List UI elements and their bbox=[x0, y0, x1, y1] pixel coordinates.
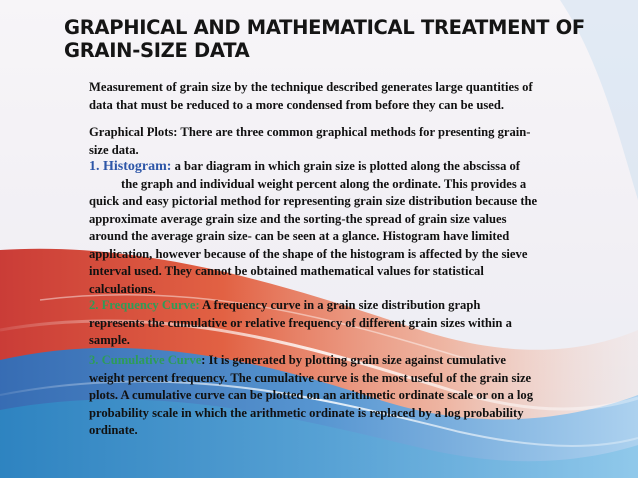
frequency-text-1: A frequency curve in a grain size distribution graph bbox=[199, 298, 481, 312]
frequency-curve-section bbox=[89, 297, 512, 350]
intro-paragraph bbox=[89, 79, 533, 114]
histogram-heading: 1. Histogram: bbox=[89, 159, 172, 174]
frequency-heading: 2. Frequency Curve: bbox=[89, 298, 200, 312]
intro-line-2: data that must be reduced to a more condensed from before they can be used. bbox=[89, 97, 504, 112]
title-line-2: GRAIN-SIZE DATA bbox=[64, 39, 250, 62]
histogram-line-3: quick and easy pictorial method for representing grain size distribution because the bbox=[89, 194, 538, 208]
graphical-plots-paragraph bbox=[89, 124, 530, 159]
histogram-line-6: application, however because of the shape of the histogram is affected by the sieve bbox=[89, 246, 528, 261]
cumulative-line-4: probability scale in which the arithmetic ordinate is replaced by a log probability bbox=[89, 405, 524, 420]
cumulative-heading: 3. Cumulative Curve bbox=[89, 353, 202, 367]
frequency-line-1 bbox=[89, 297, 512, 315]
cumulative-line-5: ordinate. bbox=[89, 423, 138, 437]
graphical-plots-line-1: Graphical Plots: There are three common graphical methods for presenting grain- bbox=[89, 125, 531, 139]
intro-line-1: Measurement of grain size by the technique described generates large quantities of bbox=[89, 80, 533, 94]
title-line-1: GRAPHICAL AND MATHEMATICAL TREATMENT OF bbox=[64, 16, 585, 39]
cumulative-line-1 bbox=[89, 352, 533, 370]
histogram-line-2: the graph and individual weight percent along the ordinate. This provides a bbox=[121, 176, 527, 191]
graphical-plots-line-2: size data. bbox=[89, 142, 139, 157]
cumulative-line-2: weight percent frequency. The cumulative curve is the most useful of the grain size bbox=[89, 370, 532, 385]
cumulative-text-1: : It is generated by plotting grain size against cumulative bbox=[201, 353, 506, 367]
histogram-line-7: interval used. They cannot be obtained mathematical values for statistical bbox=[89, 264, 484, 278]
histogram-section bbox=[89, 158, 537, 298]
slide-title bbox=[64, 16, 584, 62]
histogram-text-1: a bar diagram in which grain size is plotted along the abscissa of bbox=[171, 159, 521, 173]
histogram-line-1 bbox=[89, 158, 537, 176]
histogram-line-8: calculations. bbox=[89, 281, 156, 296]
frequency-line-3: sample. bbox=[89, 333, 130, 347]
cumulative-line-3: plots. A cumulative curve can be plotted on an arithmetic ordinate scale or on a log bbox=[89, 388, 534, 402]
histogram-line-5: around the average grain size- can be seen at a glance. Histogram have limited bbox=[89, 229, 510, 243]
histogram-line-4: approximate average grain size and the sorting-the spread of grain size values bbox=[89, 211, 507, 226]
frequency-line-2: represents the cumulative or relative frequency of different grain sizes within a bbox=[89, 315, 512, 330]
cumulative-curve-section bbox=[89, 352, 533, 440]
